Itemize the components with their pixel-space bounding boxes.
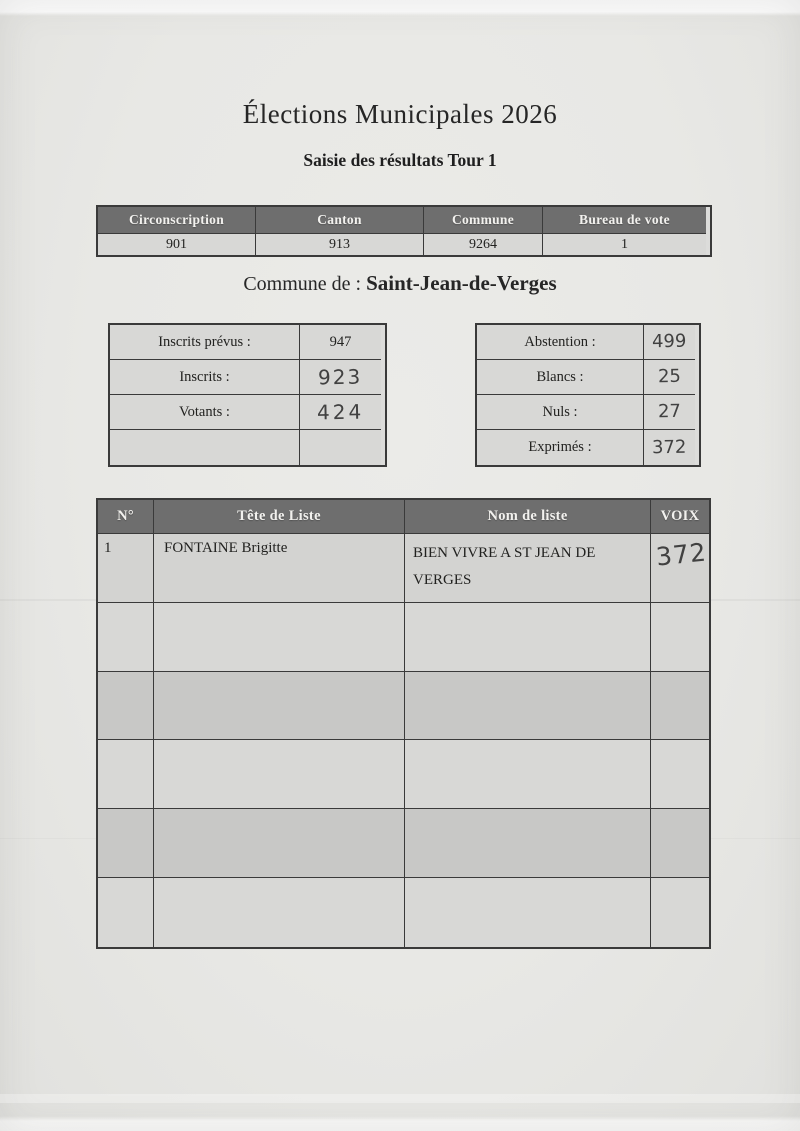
results-row6-num <box>98 878 154 947</box>
results-row1-num: 1 <box>98 534 154 603</box>
location-header-commune: Commune <box>424 207 543 234</box>
stat-value-nuls: 27 <box>657 400 682 423</box>
location-value-circonscription: 901 <box>98 234 256 255</box>
results-row4-voix <box>651 740 709 809</box>
stat-value-exprimes: 372 <box>652 436 687 458</box>
results-row3-num <box>98 672 154 741</box>
results-row2-tete <box>154 603 405 672</box>
results-row4-liste <box>405 740 651 809</box>
page-subtitle: Saisie des résultats Tour 1 <box>303 150 497 170</box>
location-value-commune: 9264 <box>424 234 543 255</box>
stat-label-empty <box>110 430 300 465</box>
results-row3-voix <box>651 672 709 741</box>
results-header-num: N° <box>98 500 154 534</box>
results-row2-liste <box>405 603 651 672</box>
location-value-canton: 913 <box>256 234 424 255</box>
commune-line <box>0 271 800 296</box>
stat-label-blancs: Blancs : <box>477 360 644 395</box>
results-row5-num <box>98 809 154 878</box>
results-header-tete: Tête de Liste <box>154 500 405 534</box>
results-row1-voix-cell <box>651 534 709 603</box>
stat-label-nuls: Nuls : <box>477 395 644 430</box>
results-row3-liste <box>405 672 651 741</box>
results-row3-tete <box>154 672 405 741</box>
commune-label: Commune de : <box>243 273 362 295</box>
stat-value-inscrits: 923 <box>318 364 363 390</box>
results-row5-liste <box>405 809 651 878</box>
results-row2-voix <box>651 603 709 672</box>
stat-value-votants: 424 <box>316 399 365 425</box>
stat-value-empty <box>300 430 381 465</box>
results-row5-voix <box>651 809 709 878</box>
stat-label-votants: Votants : <box>110 395 300 430</box>
stat-label-abstention: Abstention : <box>477 325 644 360</box>
results-row4-num <box>98 740 154 809</box>
stat-label-inscrits-prevus: Inscrits prévus : <box>110 325 300 360</box>
results-header-liste: Nom de liste <box>405 500 651 534</box>
stat-value-abstention: 499 <box>652 330 687 353</box>
location-header-canton: Canton <box>256 207 424 234</box>
stat-label-exprimes: Exprimés : <box>477 430 644 465</box>
location-table <box>96 205 712 257</box>
results-row2-num <box>98 603 154 672</box>
results-row5-tete <box>154 809 405 878</box>
results-row1-voix: 372 <box>654 537 709 572</box>
scan-artifact-band <box>0 1094 800 1103</box>
results-row6-liste <box>405 878 651 947</box>
stat-label-inscrits: Inscrits : <box>110 360 300 395</box>
results-row1-tete: FONTAINE Brigitte <box>154 534 405 603</box>
results-row4-tete <box>154 740 405 809</box>
stat-value-inscrits-prevus: 947 <box>300 325 381 360</box>
stat-value-blancs: 25 <box>657 365 682 388</box>
location-header-bureau: Bureau de vote <box>543 207 706 234</box>
results-table <box>96 498 711 949</box>
results-row1-liste: BIEN VIVRE A ST JEAN DE VERGES <box>405 534 651 603</box>
results-row6-voix <box>651 878 709 947</box>
participation-right-table <box>475 323 701 467</box>
results-row6-tete <box>154 878 405 947</box>
page-title: Élections Municipales 2026 <box>242 99 558 129</box>
commune-name: Saint-Jean-de-Verges <box>366 271 557 295</box>
location-value-bureau: 1 <box>543 234 706 255</box>
location-header-circonscription: Circonscription <box>98 207 256 234</box>
results-header-voix: VOIX <box>651 500 709 534</box>
participation-left-table <box>108 323 387 467</box>
